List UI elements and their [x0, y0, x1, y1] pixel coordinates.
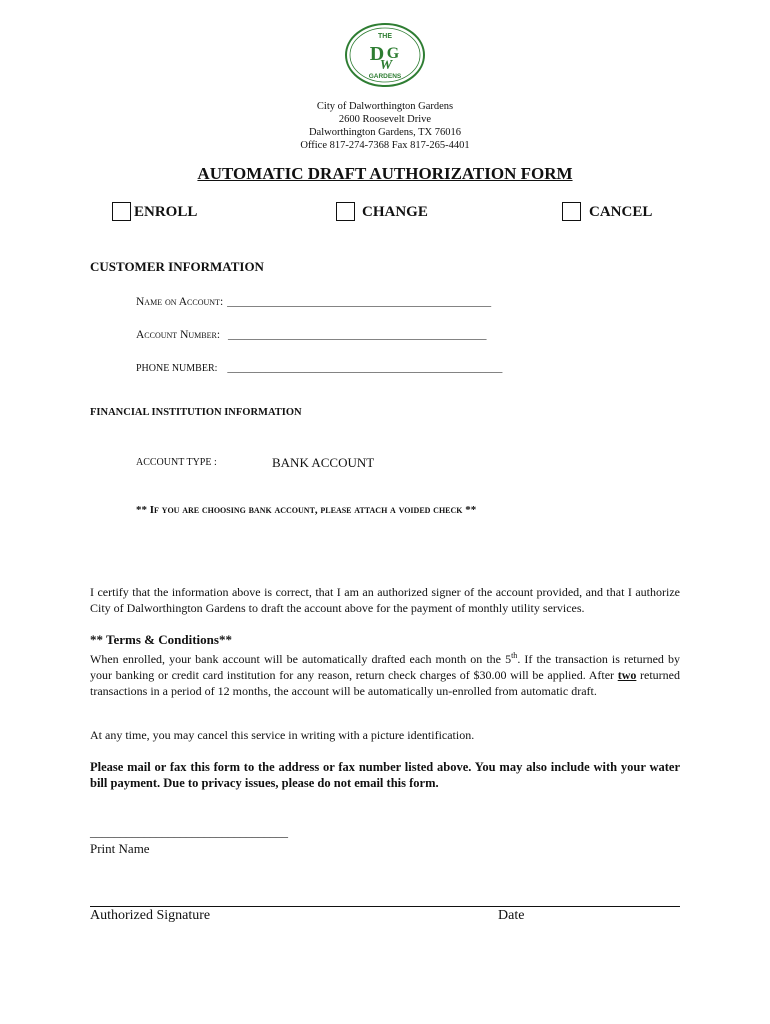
phone-number-row	[136, 358, 502, 376]
account-number-field[interactable]: _______________________________________________	[228, 329, 487, 341]
print-name-label: Print Name	[90, 841, 150, 856]
terms-paragraph	[90, 648, 680, 699]
enroll-checkbox[interactable]	[112, 202, 131, 221]
terms-text-3: After	[588, 668, 618, 682]
address-line-1: City of Dalworthington Gardens	[316, 101, 454, 112]
enroll-label: ENROLL	[134, 204, 198, 220]
logo-bottom-text: GARDENS	[368, 73, 402, 80]
logo-mark-w: W	[379, 58, 393, 73]
financial-info-heading: FINANCIAL INSTITUTION INFORMATION	[90, 407, 302, 418]
print-name-line[interactable]: _________________________________	[90, 825, 288, 839]
authorized-signature-label: Authorized Signature	[90, 908, 211, 923]
terms-heading: ** Terms & Conditions**	[90, 632, 232, 647]
phone-number-field[interactable]: __________________________________________________	[227, 362, 503, 374]
terms-two-emphasis: two	[617, 668, 637, 682]
logo-mark-g: G	[386, 45, 400, 62]
cancel-label: CANCEL	[589, 204, 653, 220]
customer-info-heading: CUSTOMER INFORMATION	[90, 259, 264, 274]
voided-check-notice: ** If you are choosing bank account, please attach a voided check **	[136, 504, 477, 516]
change-checkbox[interactable]	[336, 202, 355, 221]
city-logo-svg	[344, 22, 426, 88]
address-line-2: 2600 Roosevelt Drive	[338, 114, 432, 125]
account-type-label: ACCOUNT TYPE :	[136, 457, 217, 468]
mail-notice: Please mail or fax this form to the address or fax number listed above. You may also include with your water bill payment. Due to privacy issues, please do not email this form.	[90, 760, 680, 790]
name-on-account-row	[136, 292, 491, 310]
city-logo	[344, 22, 426, 88]
address-line-4: Office 817-274-7368 Fax 817-265-4401	[300, 140, 470, 151]
terms-text-4: returned transactions in a period of 12 months, the account will be automatically un-enrolled from automatic draft.	[90, 668, 681, 698]
account-number-row	[136, 325, 487, 343]
signature-line[interactable]	[90, 906, 680, 907]
form-title: AUTOMATIC DRAFT AUTHORIZATION FORM	[197, 164, 573, 183]
name-on-account-field[interactable]: ________________________________________________	[227, 296, 492, 308]
logo-top-text: THE	[378, 33, 392, 40]
terms-superscript: th	[511, 651, 518, 660]
account-number-label: Account Number:	[136, 329, 221, 341]
cancel-service-paragraph: At any time, you may cancel this service in writing with a picture identification.	[90, 728, 475, 742]
cancel-checkbox[interactable]	[562, 202, 581, 221]
terms-text-2: . If the transaction is returned by your banking or credit card institution for any reason, return check charges of $30.00 will be applied.	[90, 652, 680, 682]
phone-number-label: PHONE NUMBER:	[136, 363, 218, 374]
date-label: Date	[498, 908, 525, 923]
account-type-value: BANK ACCOUNT	[272, 455, 375, 470]
terms-text-1: When enrolled, your bank account will be automatically drafted each month on the 5	[90, 652, 512, 666]
name-on-account-label: Name on Account:	[136, 296, 224, 308]
change-label: CHANGE	[362, 204, 428, 220]
address-line-3: Dalworthington Gardens, TX 76016	[308, 127, 462, 138]
certify-paragraph: I certify that the information above is correct, that I am an authorized signer of the account provided, and that I authorize City of Dalworthington Gardens to draft the account above for the payment of monthly utility services.	[90, 585, 680, 615]
logo-mark-d: D	[369, 43, 385, 65]
